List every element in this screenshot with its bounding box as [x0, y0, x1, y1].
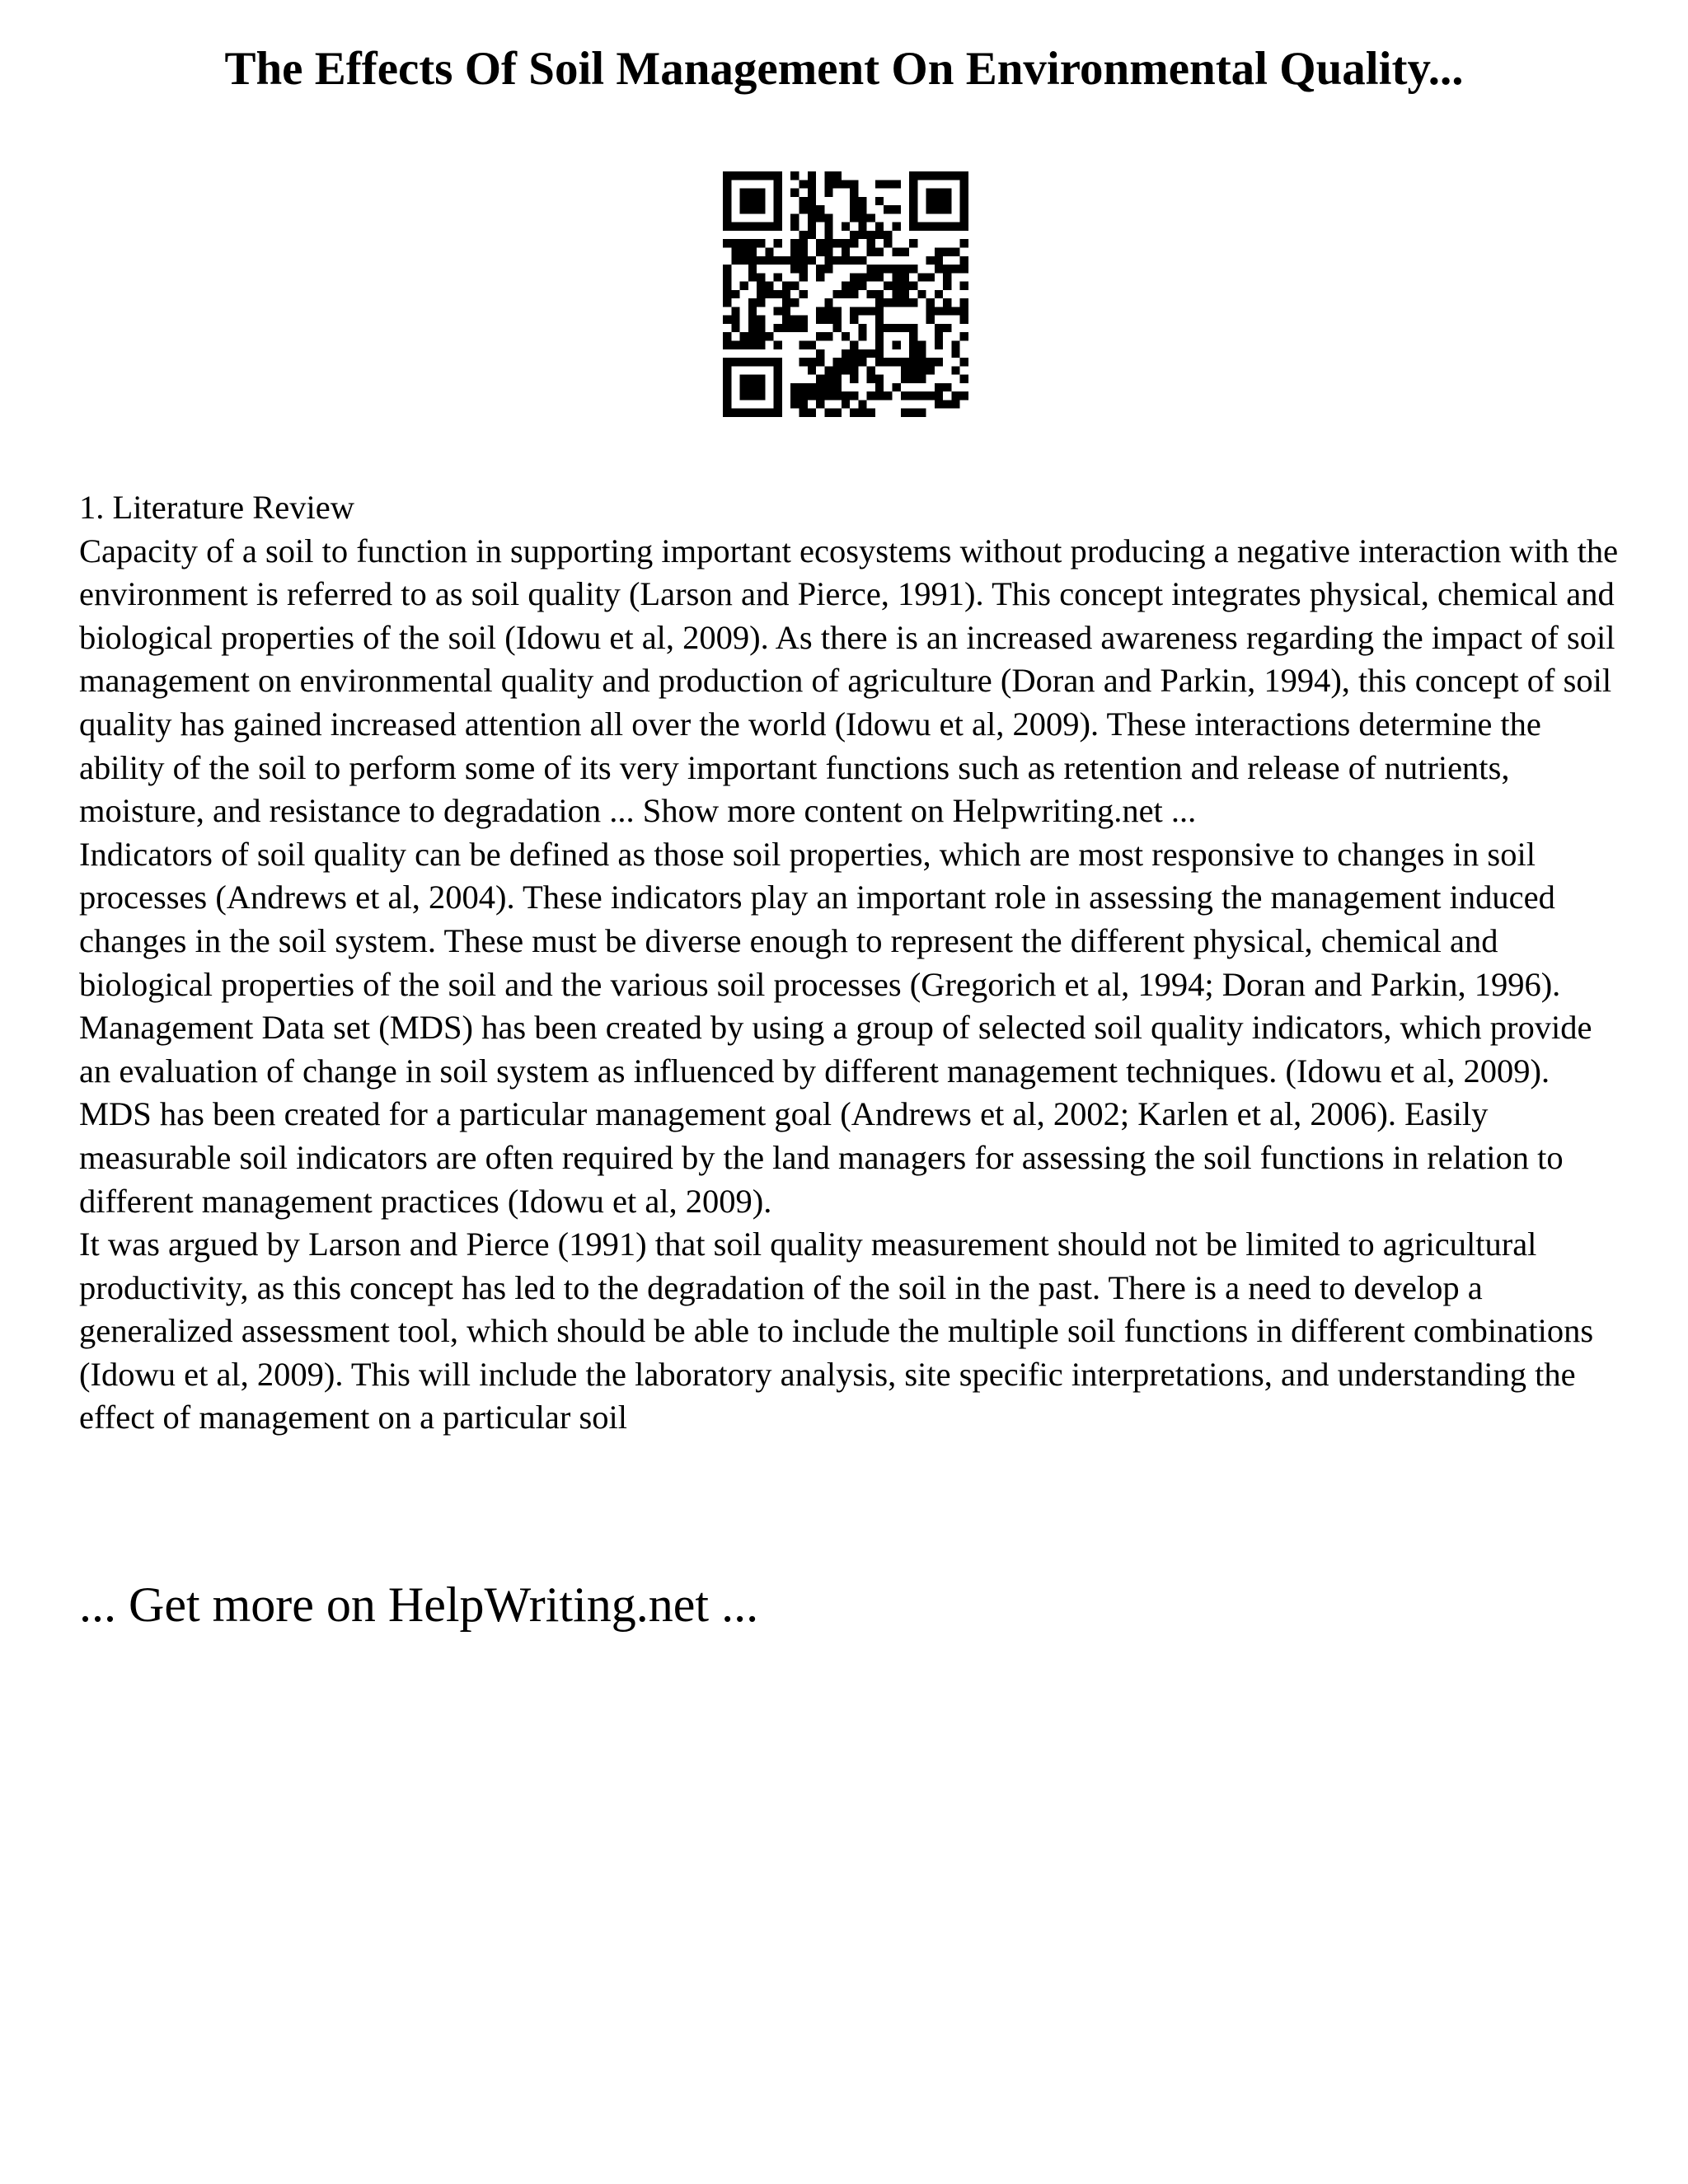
- get-more-link[interactable]: ... Get more on HelpWriting.net ...: [79, 1577, 759, 1632]
- section-heading: 1. Literature Review: [79, 489, 354, 526]
- paragraph-1: Capacity of a soil to function in supporting important ecosystems without producing a negative interaction with the environment is referred to as soil quality (Larson and Pierce, 1991). This concept integrates physical, chemical and biological properties of the soil (Idowu et al, 2009). As there is an increased awareness regarding the impact of soil management on environmental quality and production of agriculture (Doran and Parkin, 1994), this concept of soil quality has gained increased attention all over the world (Idowu et al, 2009). These interactions determine the ability of the soil to perform some of its very important functions such as retention and release of nutrients, moisture, and resistance to degradation ... Show more content on Helpwriting.net ...: [79, 532, 1619, 830]
- article-body: [79, 486, 1629, 1440]
- document-title: The Effects Of Soil Management On Environmental Quality...: [224, 43, 1464, 95]
- qr-code-graphic: [723, 171, 968, 417]
- paragraph-3: It was argued by Larson and Pierce (1991) that soil quality measurement should not be limited to agricultural productivity, as this concept has led to the degradation of the soil in the past. There is a need to develop a generalized assessment tool, which should be able to include the multiple soil functions in different combinations (Idowu et al, 2009). This will include the laboratory analysis, site specific interpretations, and understanding the effect of management on a particular soil: [79, 1226, 1594, 1436]
- qr-code-icon: [723, 171, 968, 417]
- paragraph-2: Indicators of soil quality can be defined as those soil properties, which are most responsive to changes in soil processes (Andrews et al, 2004). These indicators play an important role in assessing the management induced changes in the soil system. These must be diverse enough to represent the different physical, chemical and biological properties of the soil and the various soil processes (Gregorich et al, 1994; Doran and Parkin, 1996). Management Data set (MDS) has been created by using a group of selected soil quality indicators, which provide an evaluation of change in soil system as influenced by different management techniques. (Idowu et al, 2009). MDS has been created for a particular management goal (Andrews et al, 2002; Karlen et al, 2006). Easily measurable soil indicators are often required by the land managers for assessing the soil functions in relation to different management practices (Idowu et al, 2009).: [79, 835, 1592, 1220]
